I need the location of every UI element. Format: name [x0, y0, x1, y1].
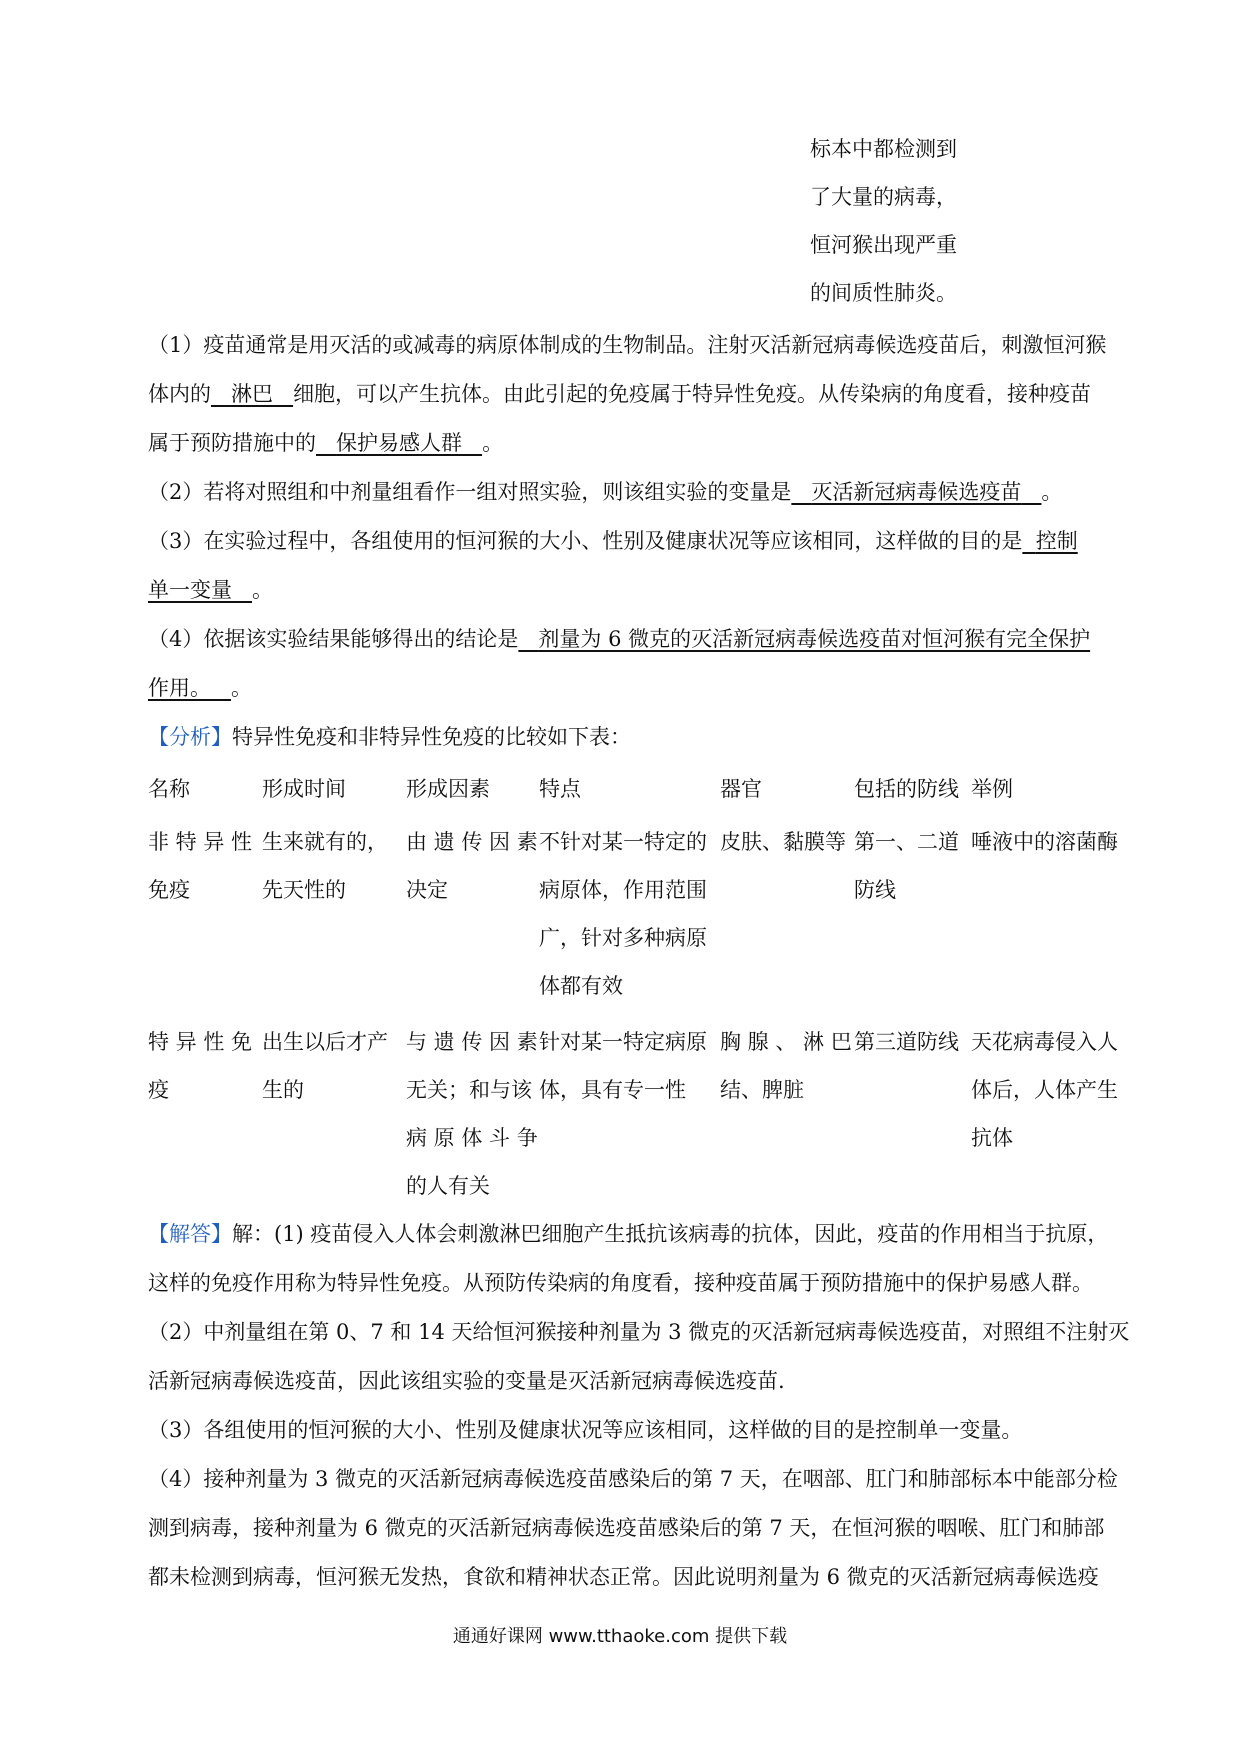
answer-p3: （3）各组使用的恒河猴的大小、性别及健康状况等应该相同，这样做的目的是控制单一变量。 — [148, 1418, 1023, 1442]
table-header-example: 举例 — [971, 777, 1013, 801]
analysis-tag: 【分析】 — [148, 725, 232, 749]
answer-p1-text: 解：(1) 疫苗侵入人体会刺激淋巴细胞产生抵抗该病毒的抗体，因此，疫苗的作用相当于抗原， — [232, 1222, 1109, 1246]
continued-line: 标本中都检测到 — [810, 137, 957, 161]
q4-post: 。 — [231, 676, 253, 700]
row2-time: 生的 — [262, 1078, 304, 1102]
answer-p4-line1: （4）接种剂量为 3 微克的灭活新冠病毒候选疫苗感染后的第 7 天，在咽部、肛门和肺部标本中能部分检 — [148, 1467, 1118, 1491]
q4-line2 — [148, 672, 252, 702]
row1-factor: 决定 — [406, 878, 448, 902]
continued-line: 了大量的病毒， — [810, 185, 957, 209]
q1-line2-post: 细胞，可以产生抗体。由此引起的免疫属于特异性免疫。从传染病的角度看，接种疫苗 — [293, 382, 1092, 406]
row1-feature: 体都有效 — [539, 974, 623, 998]
q1-line2-pre: 体内的 — [148, 382, 211, 406]
row1-feature: 广，针对多种病原 — [539, 926, 707, 950]
row2-factor: 无关；和与该 — [406, 1078, 532, 1102]
q3-answer-part2: 单一变量 — [148, 578, 232, 602]
q1-line2 — [148, 378, 1091, 408]
row1-time: 先天性的 — [262, 878, 346, 902]
q2-pre: （2）若将对照组和中剂量组看作一组对照实验，则该组实验的变量是 — [148, 480, 792, 504]
row2-factor: 的人有关 — [406, 1174, 490, 1198]
row2-name: 特 异 性 免 — [148, 1030, 253, 1054]
q4-answer-part1: 剂量为 6 微克的灭活新冠病毒候选疫苗对恒河猴有完全保护 — [538, 627, 1091, 651]
table-header-factor: 形成因素 — [406, 777, 490, 801]
row2-name: 疫 — [148, 1078, 169, 1102]
row1-defense: 防线 — [854, 878, 896, 902]
q2-answer: 灭活新冠病毒候选疫苗 — [811, 480, 1022, 504]
row1-name: 免疫 — [148, 878, 190, 902]
q1-line3-pre: 属于预防措施中的 — [148, 431, 316, 455]
q4-answer-part2: 作用。 — [148, 676, 211, 700]
row1-organ: 皮肤、黏膜等 — [720, 830, 846, 854]
table-header-name: 名称 — [148, 777, 190, 801]
q4-line1 — [148, 623, 1090, 653]
answer-p2-line2: 活新冠病毒候选疫苗，因此该组实验的变量是灭活新冠病毒候选疫苗. — [148, 1369, 785, 1393]
row2-example: 体后，人体产生 — [971, 1078, 1118, 1102]
answer-p1-line2: 这样的免疫作用称为特异性免疫。从预防传染病的角度看，接种疫苗属于预防措施中的保护易感人群。 — [148, 1271, 1093, 1295]
q1-line1: （1）疫苗通常是用灭活的或减毒的病原体制成的生物制品。注射灭活新冠病毒候选疫苗后，刺激恒河猴 — [148, 333, 1107, 357]
q2-post: 。 — [1041, 480, 1063, 504]
q1-answer-1: 淋巴 — [231, 382, 274, 406]
row1-name: 非 特 异 性 — [148, 830, 253, 854]
q1-answer-2: 保护易感人群 — [336, 431, 463, 455]
q3-post: 。 — [252, 578, 274, 602]
row2-factor: 病 原 体 斗 争 — [406, 1126, 538, 1150]
q3-pre: （3）在实验过程中，各组使用的恒河猴的大小、性别及健康状况等应该相同，这样做的目的是 — [148, 529, 1023, 553]
row2-feature: 针对某一特定病原 — [539, 1030, 707, 1054]
q1-line3-post: 。 — [482, 431, 504, 455]
row2-factor: 与 遗 传 因 素 — [406, 1030, 538, 1054]
q3-answer-part1: 控制 — [1035, 529, 1078, 553]
row2-defense: 第三道防线 — [854, 1030, 959, 1054]
row2-time: 出生以后才产 — [262, 1030, 388, 1054]
q3-line1 — [148, 525, 1078, 555]
row2-example: 抗体 — [971, 1126, 1013, 1150]
row1-feature: 不针对某一特定的 — [539, 830, 707, 854]
row2-example: 天花病毒侵入人 — [971, 1030, 1118, 1054]
continued-line: 的间质性肺炎。 — [810, 281, 957, 305]
answer-p1-line1 — [148, 1218, 1108, 1248]
table-header-organ: 器官 — [720, 777, 762, 801]
table-header-defense: 包括的防线 — [854, 777, 959, 801]
page-footer: 通通好课网 www.tthaoke.com 提供下载 — [452, 1626, 788, 1647]
answer-p4-line3: 都未检测到病毒，恒河猴无发热，食欲和精神状态正常。因此说明剂量为 6 微克的灭活新冠病毒候选疫 — [148, 1565, 1099, 1589]
row2-feature: 体，具有专一性 — [539, 1078, 686, 1102]
continued-line: 恒河猴出现严重 — [810, 233, 957, 257]
answer-p4-line2: 测到病毒，接种剂量为 6 微克的灭活新冠病毒候选疫苗感染后的第 7 天，在恒河猴的咽喉、肛门和肺部 — [148, 1516, 1105, 1540]
answer-tag: 【解答】 — [148, 1222, 232, 1246]
question-2 — [148, 476, 1062, 506]
answer-p2-line1: （2）中剂量组在第 0、7 和 14 天给恒河猴接种剂量为 3 微克的灭活新冠病毒候选疫苗，对照组不注射灭 — [148, 1320, 1130, 1344]
q3-line2 — [148, 574, 273, 604]
analysis-text: 特异性免疫和非特异性免疫的比较如下表： — [232, 725, 631, 749]
row2-organ: 胸 腺 、 淋 巴 — [720, 1030, 852, 1054]
row1-defense: 第一、二道 — [854, 830, 959, 854]
q1-line3 — [148, 427, 503, 457]
row1-factor: 由 遗 传 因 素 — [406, 830, 538, 854]
q4-pre: （4）依据该实验结果能够得出的结论是 — [148, 627, 519, 651]
table-header-time: 形成时间 — [262, 777, 346, 801]
row1-time: 生来就有的， — [262, 830, 388, 854]
analysis-line — [148, 721, 631, 751]
row2-organ: 结、脾脏 — [720, 1078, 804, 1102]
table-header-feature: 特点 — [539, 777, 581, 801]
row1-example: 唾液中的溶菌酶 — [971, 830, 1118, 854]
row1-feature: 病原体，作用范围 — [539, 878, 707, 902]
